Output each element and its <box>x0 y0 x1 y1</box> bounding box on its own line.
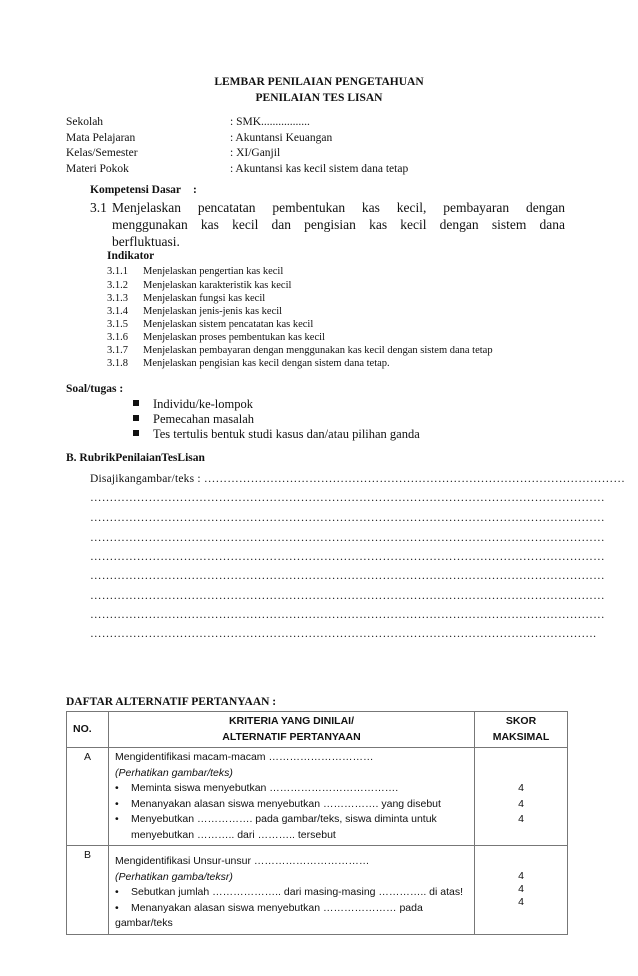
row-continuation: menyebutkan ……….. dari ……….. tersebut <box>131 828 336 841</box>
rubrik-answer-line: …………………………………………………………………………………………………………………. <box>90 628 597 640</box>
rubrik-answer-line: …………………………………………………………………………………………………………………… <box>90 551 605 563</box>
indikator-text: Menjelaskan jenis-jenis kas kecil <box>143 306 283 317</box>
row-bullet: • Sebutkan jumlah ……………….. dari masing-masing ………….. di atas! <box>115 885 468 901</box>
row-no: A <box>67 748 109 846</box>
soal-item: Tes tertulis bentuk studi kasus dan/atau pilihan ganda <box>133 427 420 442</box>
row-bullet: • Meminta siswa menyebutkan ………………………………. <box>115 781 468 797</box>
row-title: Mengidentifikasi macam-macam ………………………… <box>115 751 374 763</box>
header-skor: SKOR MAKSIMAL <box>475 712 568 748</box>
rubrik-answer-line: …………………………………………………………………………………………………………………… <box>90 532 605 544</box>
indikator-num: 3.1.1 <box>107 266 128 277</box>
rubrik-heading: B. RubrikPenilaianTesLisan <box>66 452 205 464</box>
identity-label-kelas: Kelas/Semester <box>66 147 138 159</box>
rubrik-intro: Disajikangambar/teks : ……………………………………………………………………………………………… <box>90 473 626 485</box>
bullet-icon: • <box>115 886 119 898</box>
indikator-num: 3.1.3 <box>107 293 128 304</box>
header-kriteria: KRITERIA YANG DINILAI/ ALTERNATIF PERTANYAAN <box>109 712 475 748</box>
row-no: B <box>67 846 109 935</box>
score-value: 4 <box>518 870 524 882</box>
soal-item: Individu/ke-lompok <box>133 397 253 412</box>
rubrik-answer-line: …………………………………………………………………………………………………………………… <box>90 570 605 582</box>
row-title: Mengidentifikasi Unsur-unsur …………………………… <box>115 855 370 867</box>
kompetensi-colon: : <box>193 184 197 196</box>
row-kriteria <box>109 846 475 935</box>
square-bullet-icon <box>133 415 139 421</box>
indikator-text: Menjelaskan fungsi kas kecil <box>143 293 266 304</box>
rubrik-answer-line: …………………………………………………………………………………………………………………… <box>90 590 605 602</box>
indikator-text: Menjelaskan karakteristik kas kecil <box>143 280 292 291</box>
identity-value-sekolah: : SMK................. <box>230 116 310 128</box>
header-no: NO. <box>67 712 109 748</box>
identity-value-kelas: : XI/Ganjil <box>230 147 281 159</box>
score-value: 4 <box>518 896 524 908</box>
bullet-icon: • <box>115 901 119 914</box>
soal-label: Soal/tugas : <box>66 383 124 395</box>
identity-label-sekolah: Sekolah <box>66 116 104 128</box>
row-bullet: • Menanyakan alasan siswa menyebutkan ……………. yang disebut <box>115 797 468 813</box>
rubrik-answer-line: …………………………………………………………………………………………………………………… <box>90 512 605 524</box>
square-bullet-icon <box>133 430 139 436</box>
rubrik-answer-line: …………………………………………………………………………………………………………………… <box>90 492 605 504</box>
score-value: 4 <box>518 797 524 810</box>
row-bullet: • Menyebutkan ……………. pada gambar/teks, siswa diminta untuk <box>115 812 468 828</box>
indikator-num: 3.1.8 <box>107 358 128 369</box>
identity-label-materi: Materi Pokok <box>66 163 129 175</box>
indikator-num: 3.1.5 <box>107 319 128 330</box>
indikator-text: Menjelaskan proses pembentukan kas kecil <box>143 332 325 343</box>
kompetensi-label: Kompetensi Dasar <box>90 184 182 196</box>
row-sub: (Perhatikan gambar/teks) <box>115 766 233 779</box>
kompetensi-number: 3.1 <box>90 200 107 215</box>
bullet-icon: • <box>115 782 119 794</box>
document-title: LEMBAR PENILAIAN PENGETAHUAN <box>214 76 424 88</box>
identity-value-mapel: : Akuntansi Keuangan <box>230 132 333 144</box>
table-row <box>67 748 568 846</box>
indikator-num: 3.1.6 <box>107 332 128 343</box>
kompetensi-line-3: berfluktuasi. <box>112 234 180 249</box>
indikator-text: Menjelaskan sistem pencatatan kas kecil <box>143 319 314 330</box>
document-subtitle: PENILAIAN TES LISAN <box>255 92 383 104</box>
table-row <box>67 846 568 935</box>
kompetensi-line-2: menggunakan kas kecil dan pengisian kas kecil dengan sistem dana <box>112 217 565 232</box>
score-value: 4 <box>518 883 524 895</box>
square-bullet-icon <box>133 400 139 406</box>
indikator-text: Menjelaskan pengisian kas kecil dengan sistem dana tetap. <box>143 358 390 369</box>
row-scores <box>475 846 568 935</box>
table-header-row <box>67 712 568 748</box>
bullet-icon: • <box>115 813 119 825</box>
bullet-icon: • <box>115 797 119 810</box>
indikator-text: Menjelaskan pengertian kas kecil <box>143 266 284 277</box>
indikator-text: Menjelaskan pembayaran dengan menggunakan kas kecil dengan sistem dana tetap <box>143 345 493 356</box>
indikator-label: Indikator <box>107 250 155 262</box>
row-scores <box>475 748 568 846</box>
soal-item: Pemecahan masalah <box>133 412 254 427</box>
score-value: 4 <box>518 782 524 794</box>
identity-label-mapel: Mata Pelajaran <box>66 132 136 144</box>
score-value: 4 <box>518 813 524 825</box>
kompetensi-line-1: Menjelaskan pencatatan pembentukan kas kecil, pembayaran dengan <box>112 200 565 215</box>
indikator-num: 3.1.7 <box>107 345 128 356</box>
row-bullet: • Menanyakan alasan siswa menyebutkan ………………… pada gambar/teks <box>115 901 423 929</box>
row-kriteria <box>109 748 475 846</box>
identity-value-materi: : Akuntansi kas kecil sistem dana tetap <box>230 163 409 175</box>
row-sub: (Perhatikan gamba/teksr) <box>115 870 233 883</box>
indikator-num: 3.1.2 <box>107 280 128 291</box>
daftar-heading: DAFTAR ALTERNATIF PERTANYAAN : <box>66 696 277 708</box>
indikator-num: 3.1.4 <box>107 306 128 317</box>
question-table <box>66 711 568 935</box>
rubrik-answer-line: …………………………………………………………………………………………………………………… <box>90 609 605 621</box>
